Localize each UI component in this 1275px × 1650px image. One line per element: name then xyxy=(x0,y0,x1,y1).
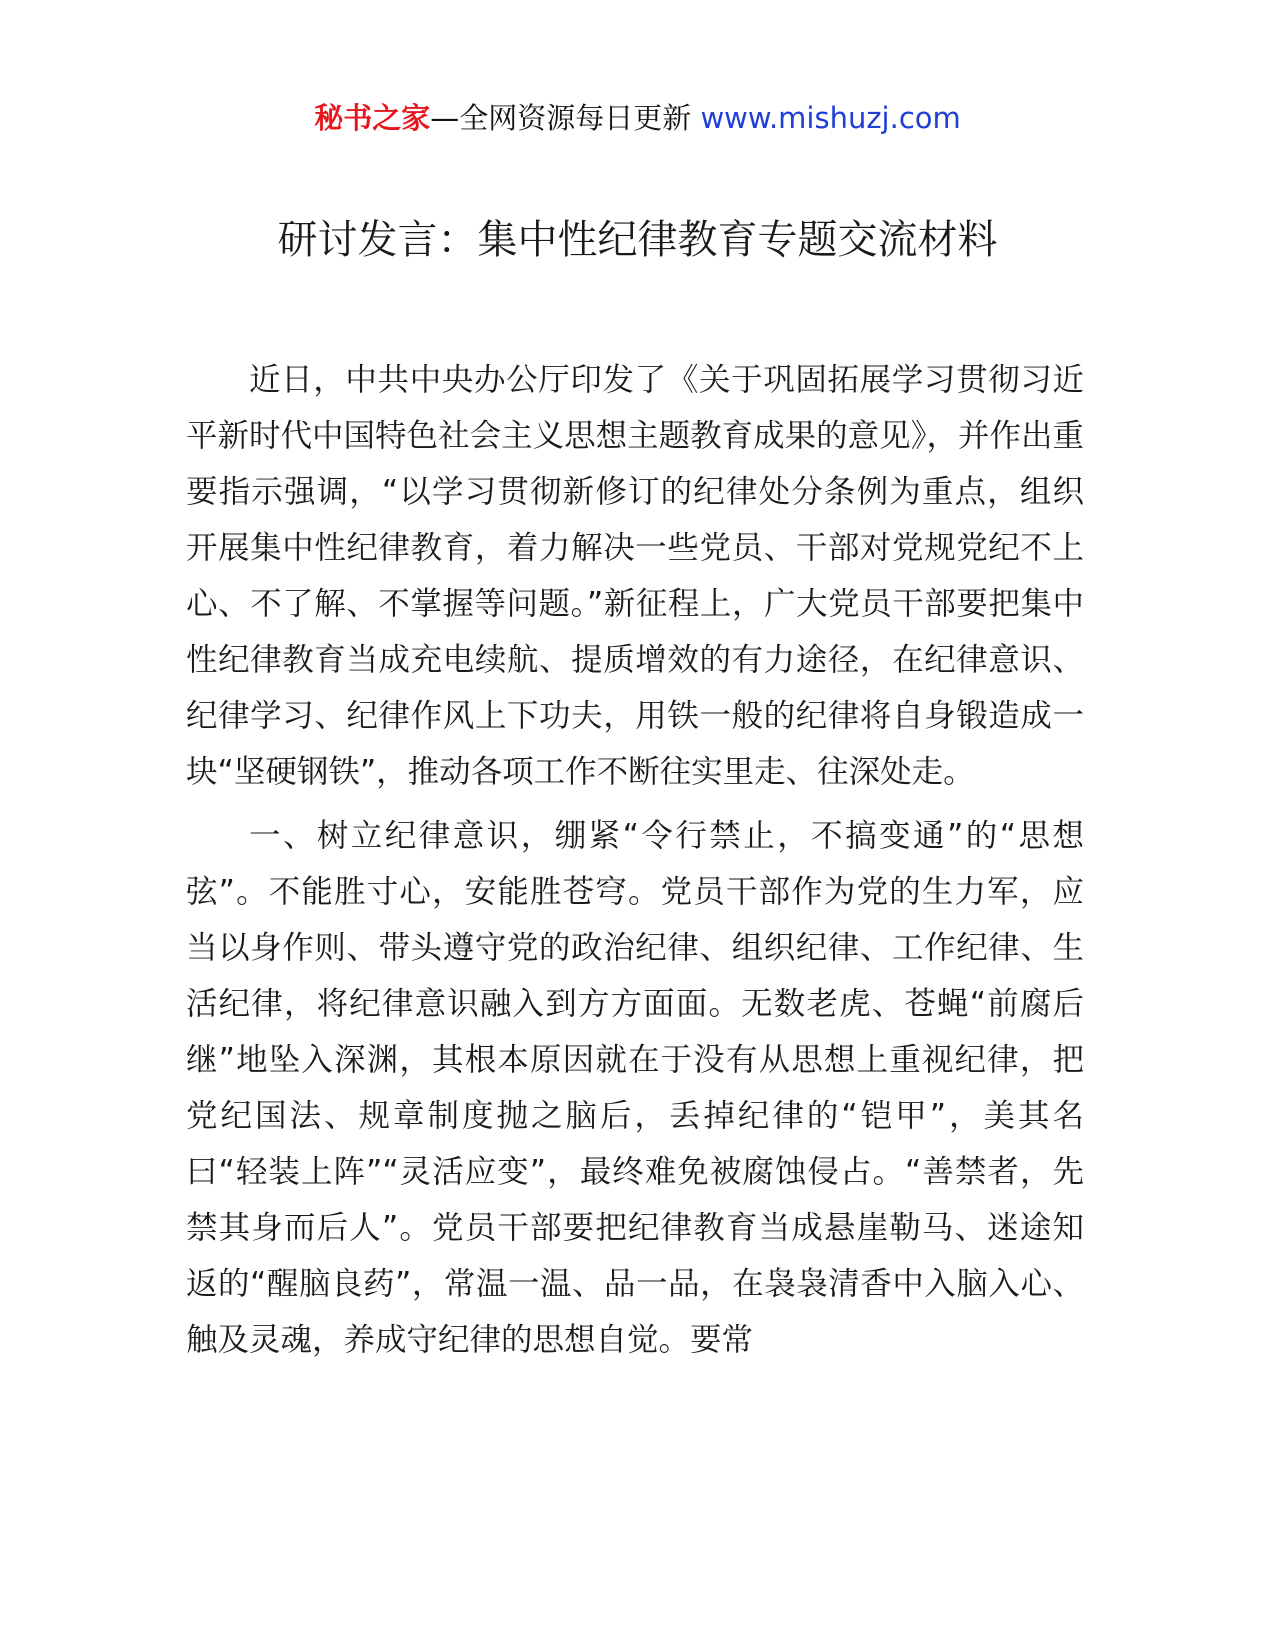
brand-name: 秘书之家 xyxy=(314,101,431,135)
paragraph-intro: 近日，中共中央办公厅印发了《关于巩固拓展学习贯彻习近平新时代中国特色社会主义思想主题教育成果的意见》，并作出重要指示强调，“以学习贯彻新修订的纪律处分条例为重点，组织开展集中性纪律教育，着力解决一些党员、干部对党规党纪不上心、不了解、不掌握等问题。”新征程上，广大党员干部要把集中性纪律教育当成充电续航、提质增效的有力途径，在纪律意识、纪律学习、纪律作风上下功夫，用铁一般的纪律将自身锻造成一块“坚硬钢铁”，推动各项工作不断往实里走、往深处走。 xyxy=(186,362,1084,790)
paragraph-section-one: 一、树立纪律意识，绷紧“令行禁止，不搞变通”的“思想弦”。不能胜寸心，安能胜苍穹。党员干部作为党的生力军，应当以身作则、带头遵守党的政治纪律、组织纪律、工作纪律、生活纪律，将纪律意识融入到方方面面。无数老虎、苍蝇“前腐后继”地坠入深渊，其根本原因就在于没有从思想上重视纪律，把党纪国法、规章制度抛之脑后，丢掉纪律的“铠甲”，美其名曰“轻装上阵”“灵活应变”，最终难免被腐蚀侵占。“善禁者，先禁其身而后人”。党员干部要把纪律教育当成悬崖勒马、迷途知返的“醒脑良药”，常温一温、品一品，在袅袅清香中入脑入心、触及灵魂，养成守纪律的思想自觉。要常 xyxy=(186,818,1084,1358)
site-url-link[interactable]: www.mishuzj.com xyxy=(700,101,961,135)
document-title: 研讨发言：集中性纪律教育专题交流材料 xyxy=(277,217,998,263)
header-slogan: —全网资源每日更新 xyxy=(430,101,701,135)
document-body xyxy=(186,352,1084,1376)
site-header xyxy=(0,98,1275,138)
